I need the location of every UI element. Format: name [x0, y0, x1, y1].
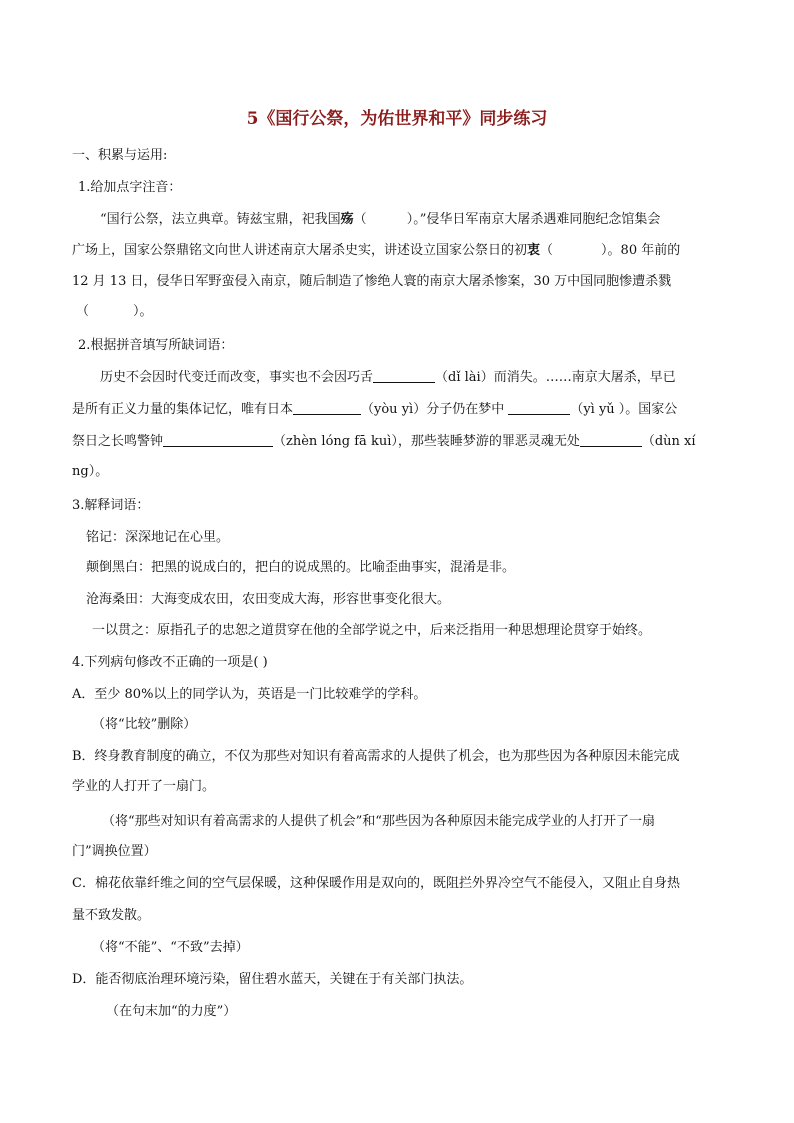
q4-heading: 4.下列病句修改不正确的一项是( ): [72, 655, 268, 670]
q4-option-c-cont: 量不致发散。: [72, 908, 151, 923]
q1-line-1: “国行公祭，法立典章。铸兹宝鼎，祀我国殇（ ）。”侵华日军南京大屠杀遇难同胞纪念馆集会: [100, 212, 661, 227]
q4-option-d: D．能否彻底治理环境污染，留住碧水蓝天，关键在于有关部门执法。: [72, 972, 473, 987]
q4-option-b-fix-cont: 门”调换位置）: [72, 844, 157, 859]
page-title: 5《国行公祭，为佑世界和平》同步练习: [246, 109, 548, 129]
q4-option-c: C．棉花依靠纤维之间的空气层保暖，这种保暖作用是双向的，既阻拦外界冷空气不能侵入，又阻止自身热: [72, 876, 680, 891]
q3-definition: 一以贯之：原指孔子的忠恕之道贯穿在他的全部学说之中，后来泛指用一种思想理论贯穿于始终。: [92, 623, 652, 638]
q3-definition: 颠倒黑白：把黑的说成白的，把白的说成黑的。比喻歪曲事实，混淆是非。: [86, 560, 516, 575]
q2-heading: 2.根据拼音填写所缺词语：: [78, 338, 234, 353]
section-heading: 一、积累与运用:: [72, 148, 168, 163]
q3-definition: 沧海桑田：大海变成农田，农田变成大海，形容世事变化很大。: [86, 592, 451, 607]
q4-option-a-fix: （将“比较”删除）: [92, 717, 197, 732]
q4-option-b: B．终身教育制度的确立，不仅为那些对知识有着高需求的人提供了机会，也为那些因为各种原因未能完成: [72, 749, 680, 764]
fill-blank[interactable]: [580, 432, 642, 447]
q3-definition: 铭记：深深地记在心里。: [86, 530, 230, 545]
q4-option-c-fix: （将“不能”、“不致”去掉）: [92, 940, 249, 955]
q1-line-4: （ ）。: [76, 304, 153, 319]
q3-heading: 3.解释词语：: [72, 498, 150, 513]
q2-line-2: 是所有正义力量的集体记忆，唯有日本 （yòu yì）分子仍在梦中 （yì yǔ ）。国家公: [72, 402, 678, 417]
q1-heading: 1.给加点字注音：: [78, 180, 182, 195]
fill-blank[interactable]: [293, 400, 361, 415]
fill-blank[interactable]: [373, 368, 435, 383]
fill-blank[interactable]: [508, 400, 570, 415]
q1-line-3: 12 月 13 日，侵华日军野蛮侵入南京，随后制造了惨绝人寰的南京大屠杀惨案，30 万中国同胞惨遭杀戮: [72, 274, 672, 289]
q4-option-b-cont: 学业的人打开了一扇门。: [72, 779, 216, 794]
q2-line-4: ng）。: [72, 464, 109, 479]
q2-line-1: 历史不会因时代变迁而改变，事实也不会因巧舌 （dǐ lài）而消失。……南京大屠杀，早已: [100, 370, 676, 385]
q4-option-b-fix: （将“那些对知识有着高需求的人提供了机会”和“那些因为各种原因未能完成学业的人打开了一扇: [102, 814, 655, 829]
q2-line-3: 祭日之长鸣警钟 （zhèn lóng fā kuì），那些装睡梦游的罪恶灵魂无处 （dùn xí: [72, 434, 696, 449]
q4-option-d-fix: （在句末加“的力度”）: [106, 1004, 237, 1019]
q1-line-2: 广场上，国家公祭鼎铭文向世人讲述南京大屠杀史实，讲述设立国家公祭日的初衷（ ）。80 年前的: [72, 243, 681, 258]
fill-blank[interactable]: [163, 432, 273, 447]
q4-option-a: A．至少 80%以上的同学认为，英语是一门比较难学的学科。: [72, 687, 427, 702]
